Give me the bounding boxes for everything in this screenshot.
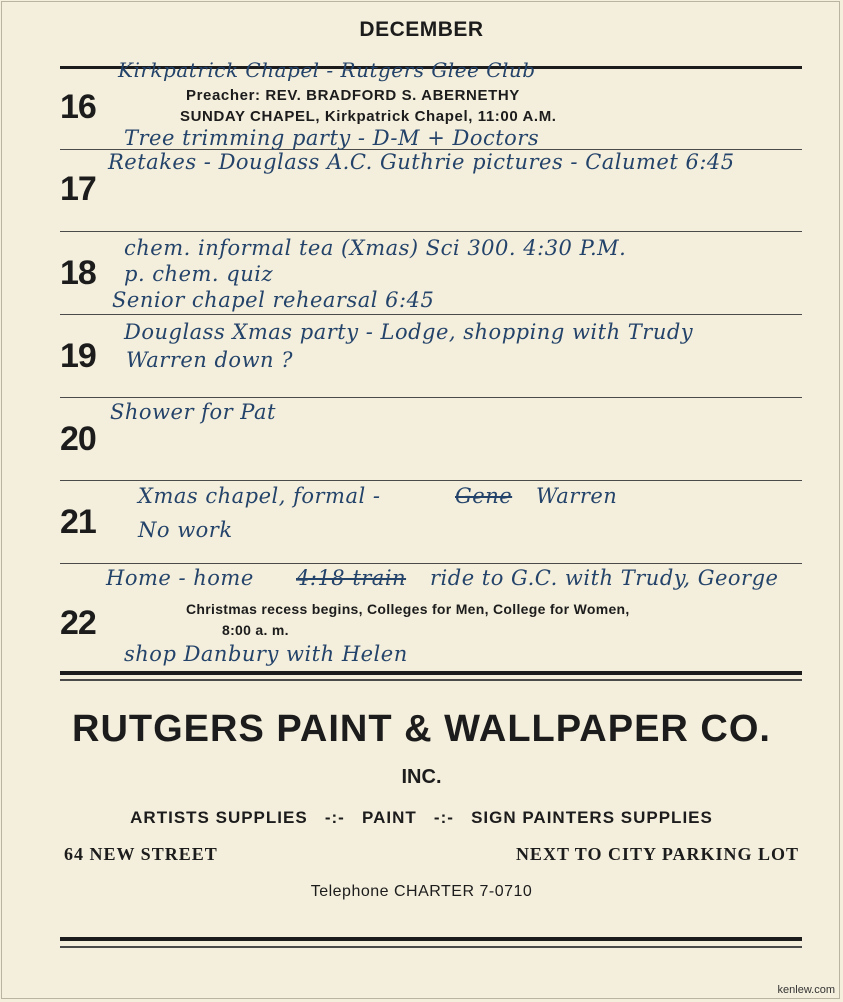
day-number-19: 19	[60, 337, 96, 375]
handwritten-note: Retakes - Douglass A.C. Guthrie pictures - Calumet 6:45	[108, 150, 735, 174]
handwritten-note: Home - home	[106, 566, 254, 590]
ad-address: 64 NEW STREET	[64, 844, 218, 864]
day-number-16: 16	[60, 88, 96, 126]
handwritten-note-struck: 4:18 train	[296, 566, 407, 590]
ad-supplies: ARTISTS SUPPLIES -:- PAINT -:- SIGN PAINTERS SUPPLIES	[130, 808, 713, 827]
handwritten-note: Shower for Pat	[110, 400, 276, 424]
handwritten-note: Kirkpatrick Chapel - Rutgers Glee Club	[118, 58, 536, 82]
ad-bottom-rule-thin	[60, 946, 802, 948]
printed-event: 8:00 a. m.	[222, 622, 289, 638]
calendar-bottom-rule	[60, 671, 802, 675]
day-divider	[60, 314, 802, 315]
handwritten-note: Senior chapel rehearsal 6:45	[112, 288, 435, 312]
day-divider	[60, 480, 802, 481]
day-number-20: 20	[60, 420, 96, 458]
ad-telephone: Telephone CHARTER 7-0710	[310, 883, 533, 900]
handwritten-note: Tree trimming party - D-M + Doctors	[124, 126, 540, 150]
day-number-18: 18	[60, 254, 96, 292]
day-number-21: 21	[60, 503, 96, 541]
day-divider	[60, 563, 802, 564]
handwritten-note: chem. informal tea (Xmas) Sci 300. 4:30 P.M.	[124, 236, 627, 260]
day-number-22: 22	[60, 604, 96, 642]
printed-event: SUNDAY CHAPEL, Kirkpatrick Chapel, 11:00 A.M.	[180, 108, 557, 125]
handwritten-note-struck: Gene	[455, 484, 513, 508]
printed-event: Christmas recess begins, Colleges for Men, College for Women,	[186, 601, 630, 617]
ad-company-name: RUTGERS PAINT & WALLPAPER CO.	[72, 708, 771, 750]
ad-inc: INC.	[401, 766, 442, 788]
handwritten-note: No work	[138, 518, 233, 542]
handwritten-note: ride to G.C. with Trudy, George	[430, 566, 779, 590]
handwritten-note: Douglass Xmas party - Lodge, shopping with Trudy	[124, 320, 694, 344]
handwritten-note: shop Danbury with Helen	[124, 642, 408, 666]
day-divider	[60, 397, 802, 398]
handwritten-note: Warren	[536, 484, 618, 508]
day-divider	[60, 231, 802, 232]
printed-event: Preacher: REV. BRADFORD S. ABERNETHY	[186, 87, 520, 104]
ad-bottom-rule	[60, 937, 802, 941]
day-number-17: 17	[60, 170, 96, 208]
month-heading: DECEMBER	[359, 18, 484, 41]
handwritten-note: p. chem. quiz	[124, 262, 274, 286]
ad-location: NEXT TO CITY PARKING LOT	[515, 844, 799, 864]
handwritten-note: Warren down ?	[126, 348, 294, 372]
calendar-bottom-rule-thin	[60, 679, 802, 681]
watermark: kenlew.com	[777, 984, 835, 996]
handwritten-note: Xmas chapel, formal -	[138, 484, 381, 508]
